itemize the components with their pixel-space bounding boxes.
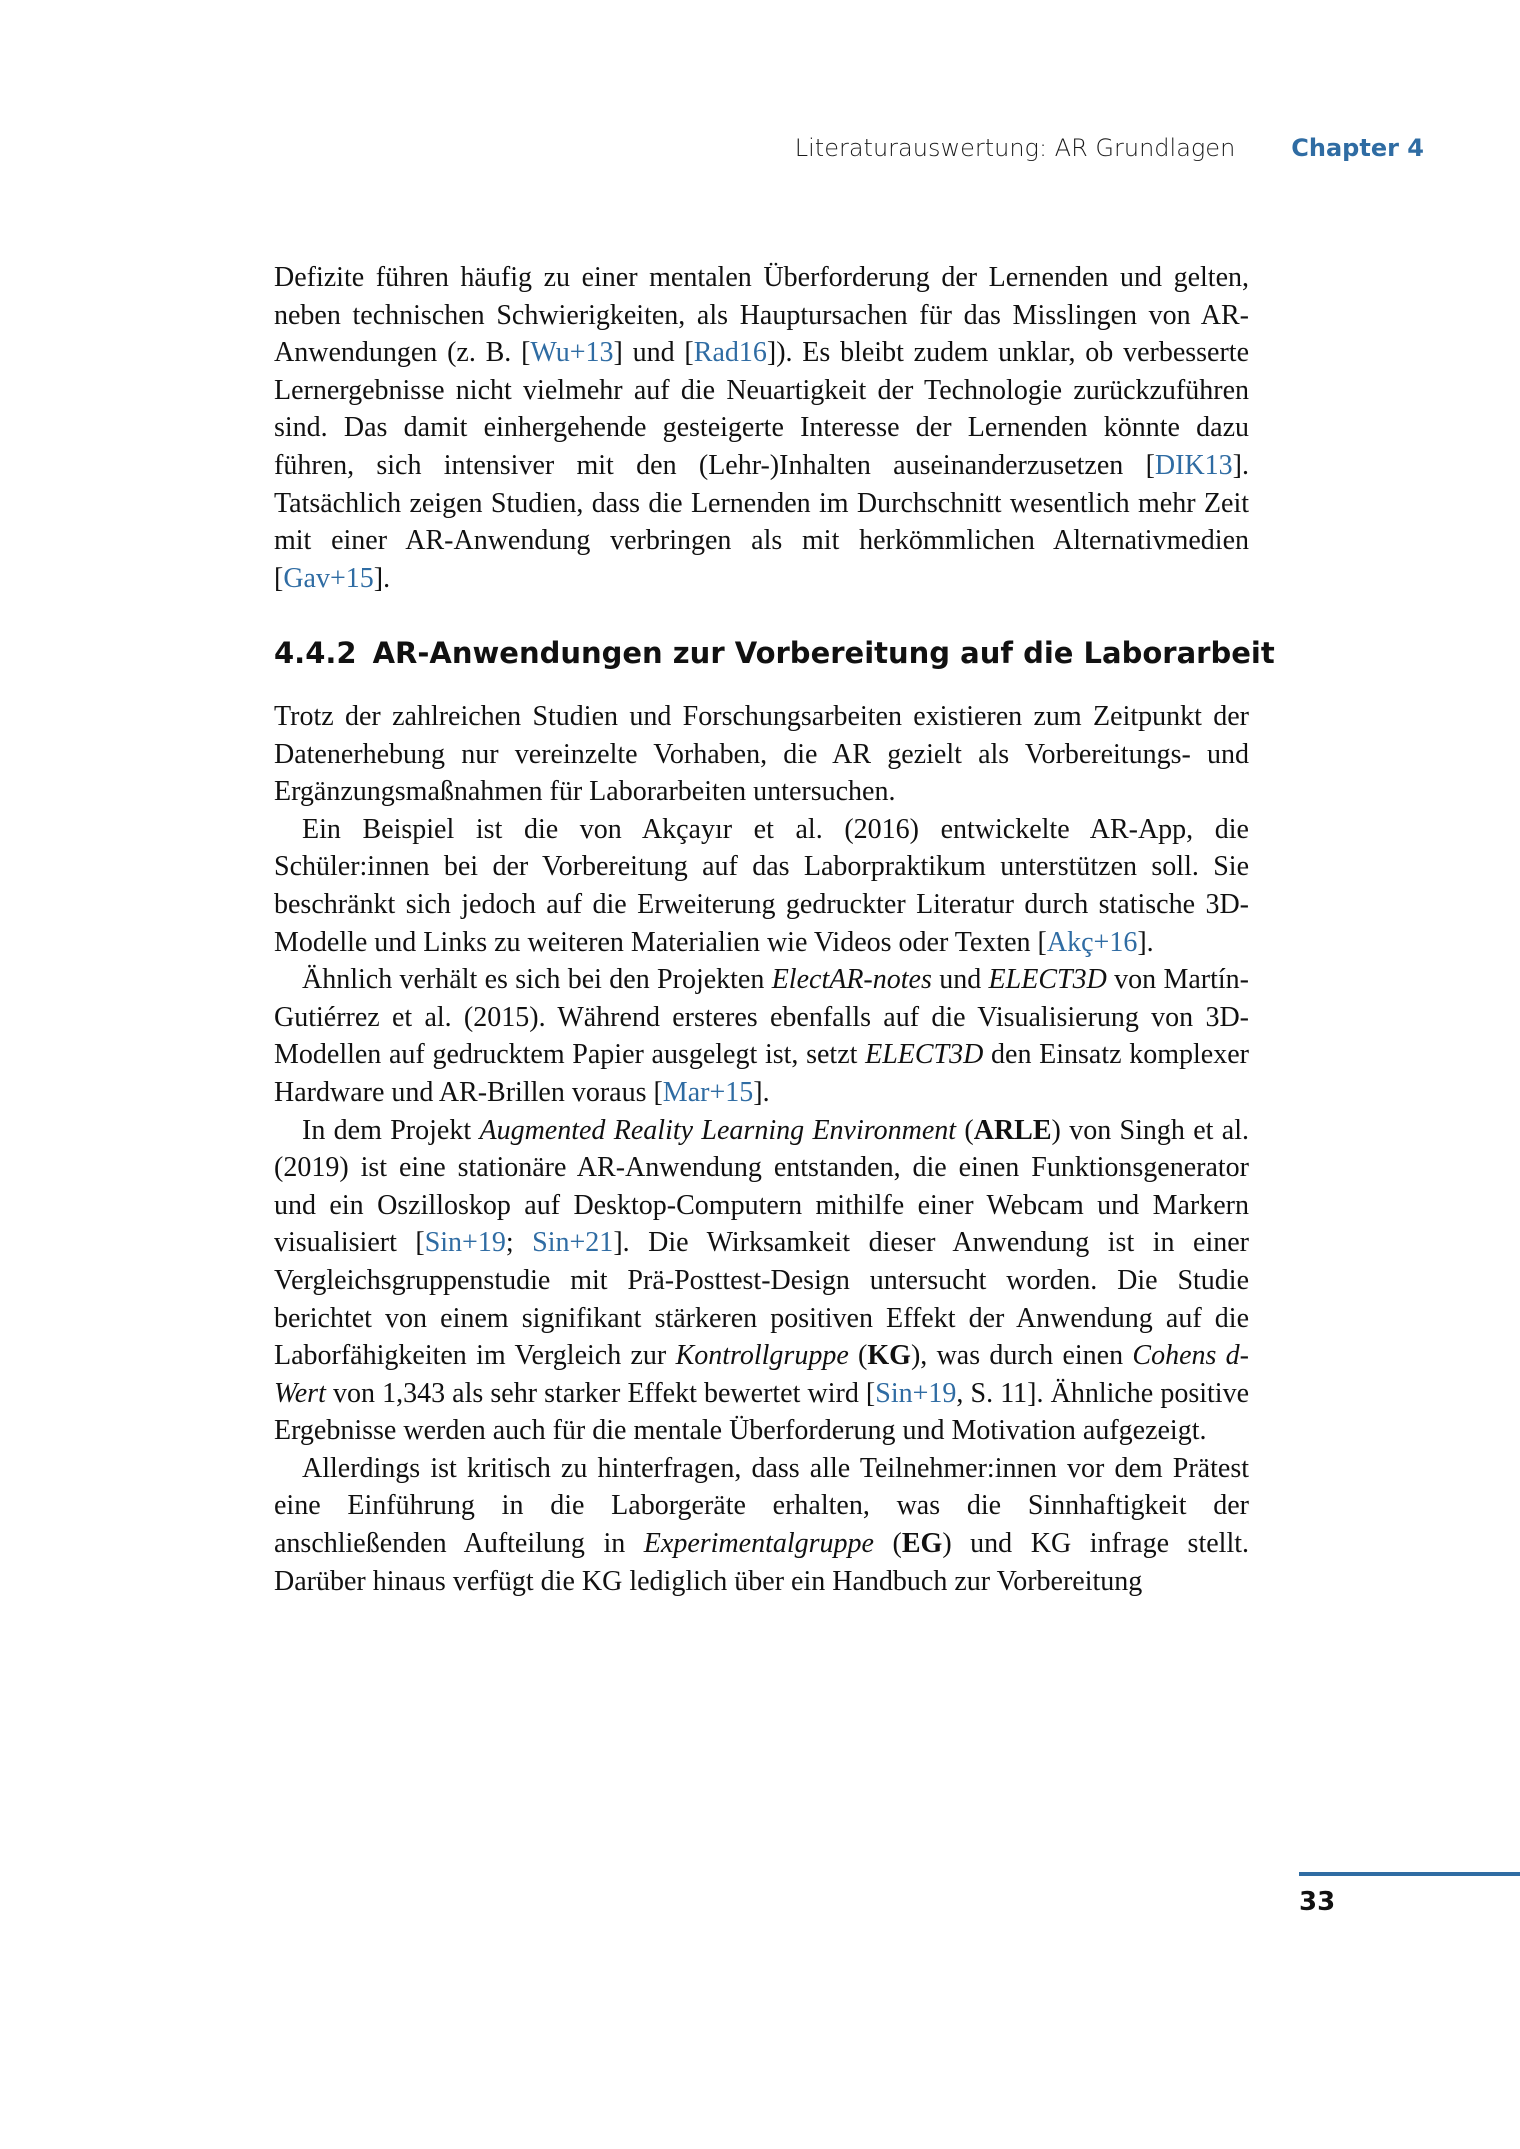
citation-link[interactable]: Wu+13: [530, 337, 614, 369]
paragraph-akcayir: Ein Beispiel ist die von Akçayır et al. (2016) entwickelte AR-App, die Schüler:innen bei der Vorbereitung auf das Laborpraktikum unterstützen soll. Sie beschränkt sich jedoch auf die Erweiterung gedruckter Literatur durch statische 3D-Modelle und Links zu weiteren Materialien wie Videos oder Texten [Akç+16].: [274, 813, 1249, 958]
citation-link[interactable]: DIK13: [1154, 449, 1233, 481]
citation-link[interactable]: Gav+15: [283, 562, 374, 594]
paragraph-critique: Allerdings ist kritisch zu hinterfragen, dass alle Teilnehmer:innen vor dem Prätest eine Einführung in die Laborgeräte erhalten, was die Sinnhaftigkeit der anschließenden Aufteilung in Experimentalgruppe (EG) und KG infrage stellt. Darüber hinaus verfügt die KG lediglich über ein Handbuch zur Vorbereitung: [274, 1452, 1249, 1597]
running-title: Literaturauswertung: AR Grundlagen: [794, 134, 1236, 162]
page-number: 33: [1299, 1887, 1336, 1917]
section-number: 4.4.2: [274, 636, 357, 670]
paragraph-intro: Trotz der zahlreichen Studien und Forschungsarbeiten existieren zum Zeitpunkt der Datenerhebung nur vereinzelte Vorhaben, die AR gezielt als Vorbereitungs- und Ergänzungsmaßnahmen für Laborarbeiten untersuchen.: [274, 701, 1249, 808]
body-block-section: [274, 698, 1249, 1600]
citation-link[interactable]: Sin+21: [532, 1227, 614, 1259]
citation-link[interactable]: Akç+16: [1046, 926, 1138, 958]
chapter-label: Chapter 4: [1291, 134, 1424, 162]
body-block-top: [274, 259, 1249, 597]
citation-link[interactable]: Mar+15: [662, 1076, 754, 1108]
citation-link[interactable]: Sin+19: [875, 1377, 957, 1409]
citation-link[interactable]: Rad16: [693, 337, 767, 369]
paragraph-deficits: Defizite führen häufig zu einer mentalen Überforderung der Lernenden und gelten, neben technischen Schwierigkeiten, als Hauptursachen für das Misslingen von AR-Anwendungen (z. B. [Wu+13] und [Rad16]). Es bleibt zudem unklar, ob verbesserte Lernergebnisse nicht vielmehr auf die Neuartigkeit der Technologie zurückzuführen sind. Das damit einhergehende gesteigerte Interesse der Lernenden könnte dazu führen, sich intensiver mit den (Lehr-)Inhalten auseinanderzusetzen [DIK13]. Tatsächlich zeigen Studien, dass die Lernenden im Durchschnitt wesentlich mehr Zeit mit einer AR-Anwendung verbringen als mit herkömmlichen Alternativmedien [Gav+15].: [274, 262, 1249, 594]
paragraph-martin: Ähnlich verhält es sich bei den Projekten ElectAR-notes und ELECT3D von Martín-Gutiérrez et al. (2015). Während ersteres ebenfalls auf die Visualisierung von 3D-Modellen auf gedrucktem Papier ausgelegt ist, setzt ELECT3D den Einsatz komplexer Hardware und AR-Brillen voraus [Mar+15].: [274, 964, 1250, 1108]
footer-rule: [1299, 1872, 1520, 1876]
paragraph-arle: In dem Projekt Augmented Reality Learning Environment (ARLE) von Singh et al. (2019) ist eine stationäre AR-Anwendung entstanden, die einen Funktionsgenerator und ein Oszilloskop auf Desktop-Computern mithilfe einer Webcam und Markern visualisiert [Sin+19; Sin+21]. Die Wirksamkeit dieser Anwendung ist in einer Vergleichsgruppenstudie mit Prä-Posttest-Design untersucht worden. Die Studie berichtet von einem signifikant stärkeren positiven Effekt der Anwendung auf die Laborfähigkeiten im Vergleich zur Kontrollgruppe (KG), was durch einen Cohens d-Wert von 1,343 als sehr starker Effekt bewertet wird [Sin+19, S. 11]. Ähnliche positive Ergebnisse werden auch für die mentale Überforderung und Motivation aufgezeigt.: [274, 1114, 1250, 1447]
running-header: [795, 134, 1424, 162]
citation-link[interactable]: Sin+19: [424, 1227, 506, 1259]
section-title: AR-Anwendungen zur Vorbereitung auf die Laborarbeit: [372, 636, 1275, 670]
section-heading: [274, 636, 1275, 670]
